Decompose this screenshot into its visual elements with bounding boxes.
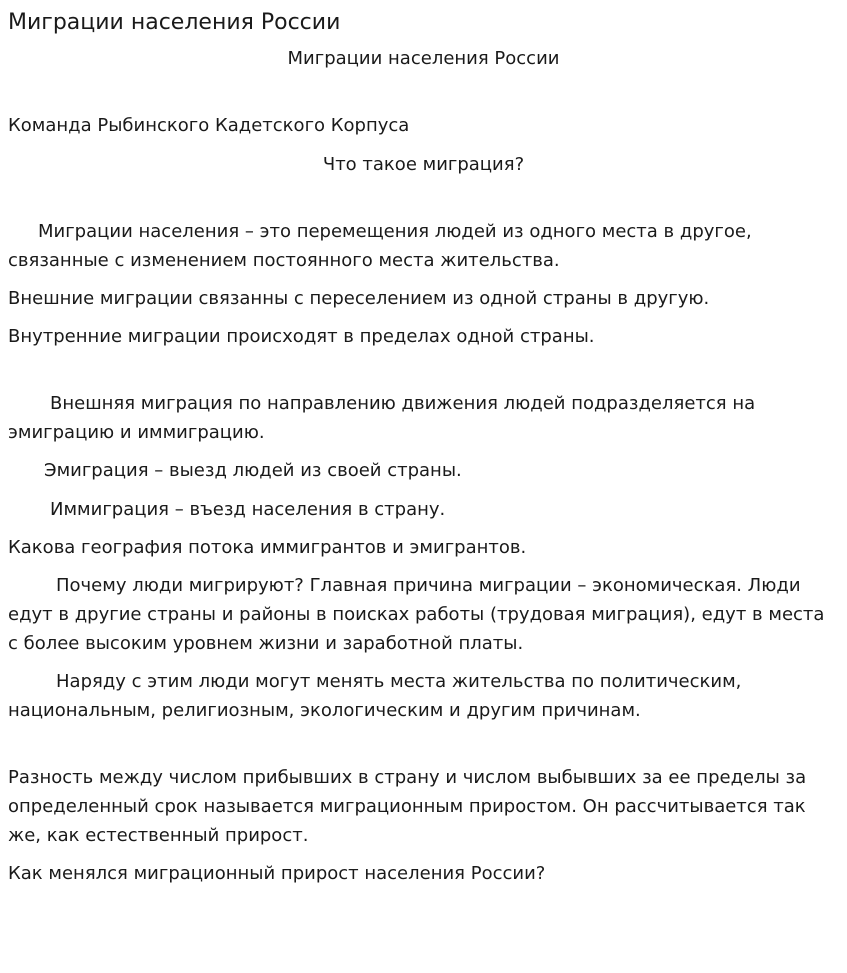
question-migration-growth: Как менялся миграционный прирост населения России? (8, 863, 546, 884)
paragraph-migration-growth: Разность между числом прибывших в страну и числом выбывших за ее пределы за определенный срок называется миграционным приростом. Он рассчитывается так же, как естественный прирост. (8, 767, 807, 846)
paragraph-geography: Какова география потока иммигрантов и эмигрантов. (8, 537, 527, 558)
team-name: Команда Рыбинского Кадетского Корпуса (8, 115, 410, 136)
paragraph-definition: Миграции населения – это перемещения людей из одного места в другое, связанные с изменением постоянного места жительства. (8, 221, 752, 271)
paragraph-immigration: Иммиграция – въезд населения в страну. (50, 499, 446, 520)
paragraph-other-reasons: Наряду с этим люди могут менять места жительства по политическим, национальным, религиозным, экологическим и другим причинам. (8, 671, 742, 721)
question-what-is-migration: Что такое миграция? (322, 154, 525, 175)
document-title: Миграции населения России (287, 48, 560, 69)
document-heading: Миграции населения России (8, 10, 341, 35)
paragraph-emigration: Эмиграция – выезд людей из своей страны. (44, 460, 462, 481)
paragraph-why: Почему люди мигрируют? Главная причина миграции – экономическая. Люди едут в другие страны и районы в поисках работы (трудовая миграция), едут в места с более высоким уровнем жизни и заработной платы. (8, 575, 825, 654)
paragraph-external: Внешние миграции связанны с переселением из одной страны в другую. (8, 288, 710, 309)
paragraph-external-direction: Внешняя миграция по направлению движения людей подразделяется на эмиграцию и иммиграцию. (8, 393, 756, 443)
paragraph-internal: Внутренние миграции происходят в пределах одной страны. (8, 326, 595, 347)
